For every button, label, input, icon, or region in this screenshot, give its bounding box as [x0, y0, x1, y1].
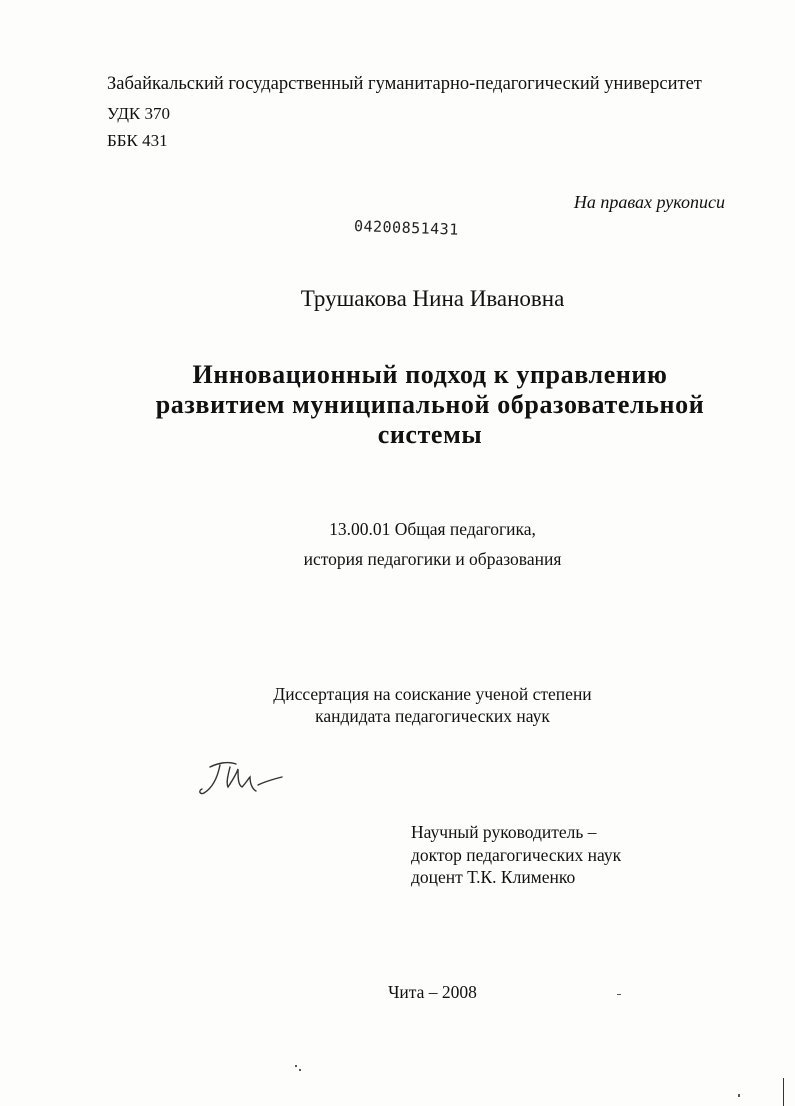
scan-speck	[738, 1094, 740, 1097]
stamp-number: 04200851431	[353, 217, 460, 239]
supervisor-line-1: Научный руководитель –	[411, 822, 597, 842]
supervisor-block	[411, 821, 621, 889]
city-year: Чита – 2008	[388, 982, 477, 1002]
supervisor-line-3: доцент Т.К. Клименко	[411, 867, 576, 887]
author-name: Трушакова Нина Ивановна	[300, 286, 565, 311]
degree-line-2: кандидата педагогических наук	[315, 706, 550, 726]
dissertation-title	[60, 360, 795, 450]
scan-speck	[295, 1065, 297, 1067]
signature-icon	[196, 755, 286, 805]
scan-edge-mark	[783, 1078, 784, 1106]
university-name: Забайкальский государственный гуманитарно-педагогический университет	[107, 74, 702, 94]
bbk-code: ББК 431	[107, 131, 168, 150]
rights-note: На правах рукописи	[573, 192, 725, 212]
scan-speck	[299, 1069, 301, 1071]
title-line-3: системы	[377, 420, 483, 449]
scan-speck	[617, 994, 621, 995]
title-line-2: развитием муниципальной образовательной	[155, 390, 705, 419]
udk-code: УДК 370	[107, 104, 171, 123]
specialty-line-2: история педагогики и образования	[303, 549, 562, 569]
degree-line-1: Диссертация на соискание ученой степени	[273, 684, 592, 704]
specialty-block	[0, 514, 795, 574]
specialty-line-1: 13.00.01 Общая педагогика,	[329, 519, 536, 539]
supervisor-line-2: доктор педагогических наук	[411, 844, 622, 865]
title-line-1: Инновационный подход к управлению	[192, 360, 668, 389]
degree-block	[0, 683, 795, 727]
